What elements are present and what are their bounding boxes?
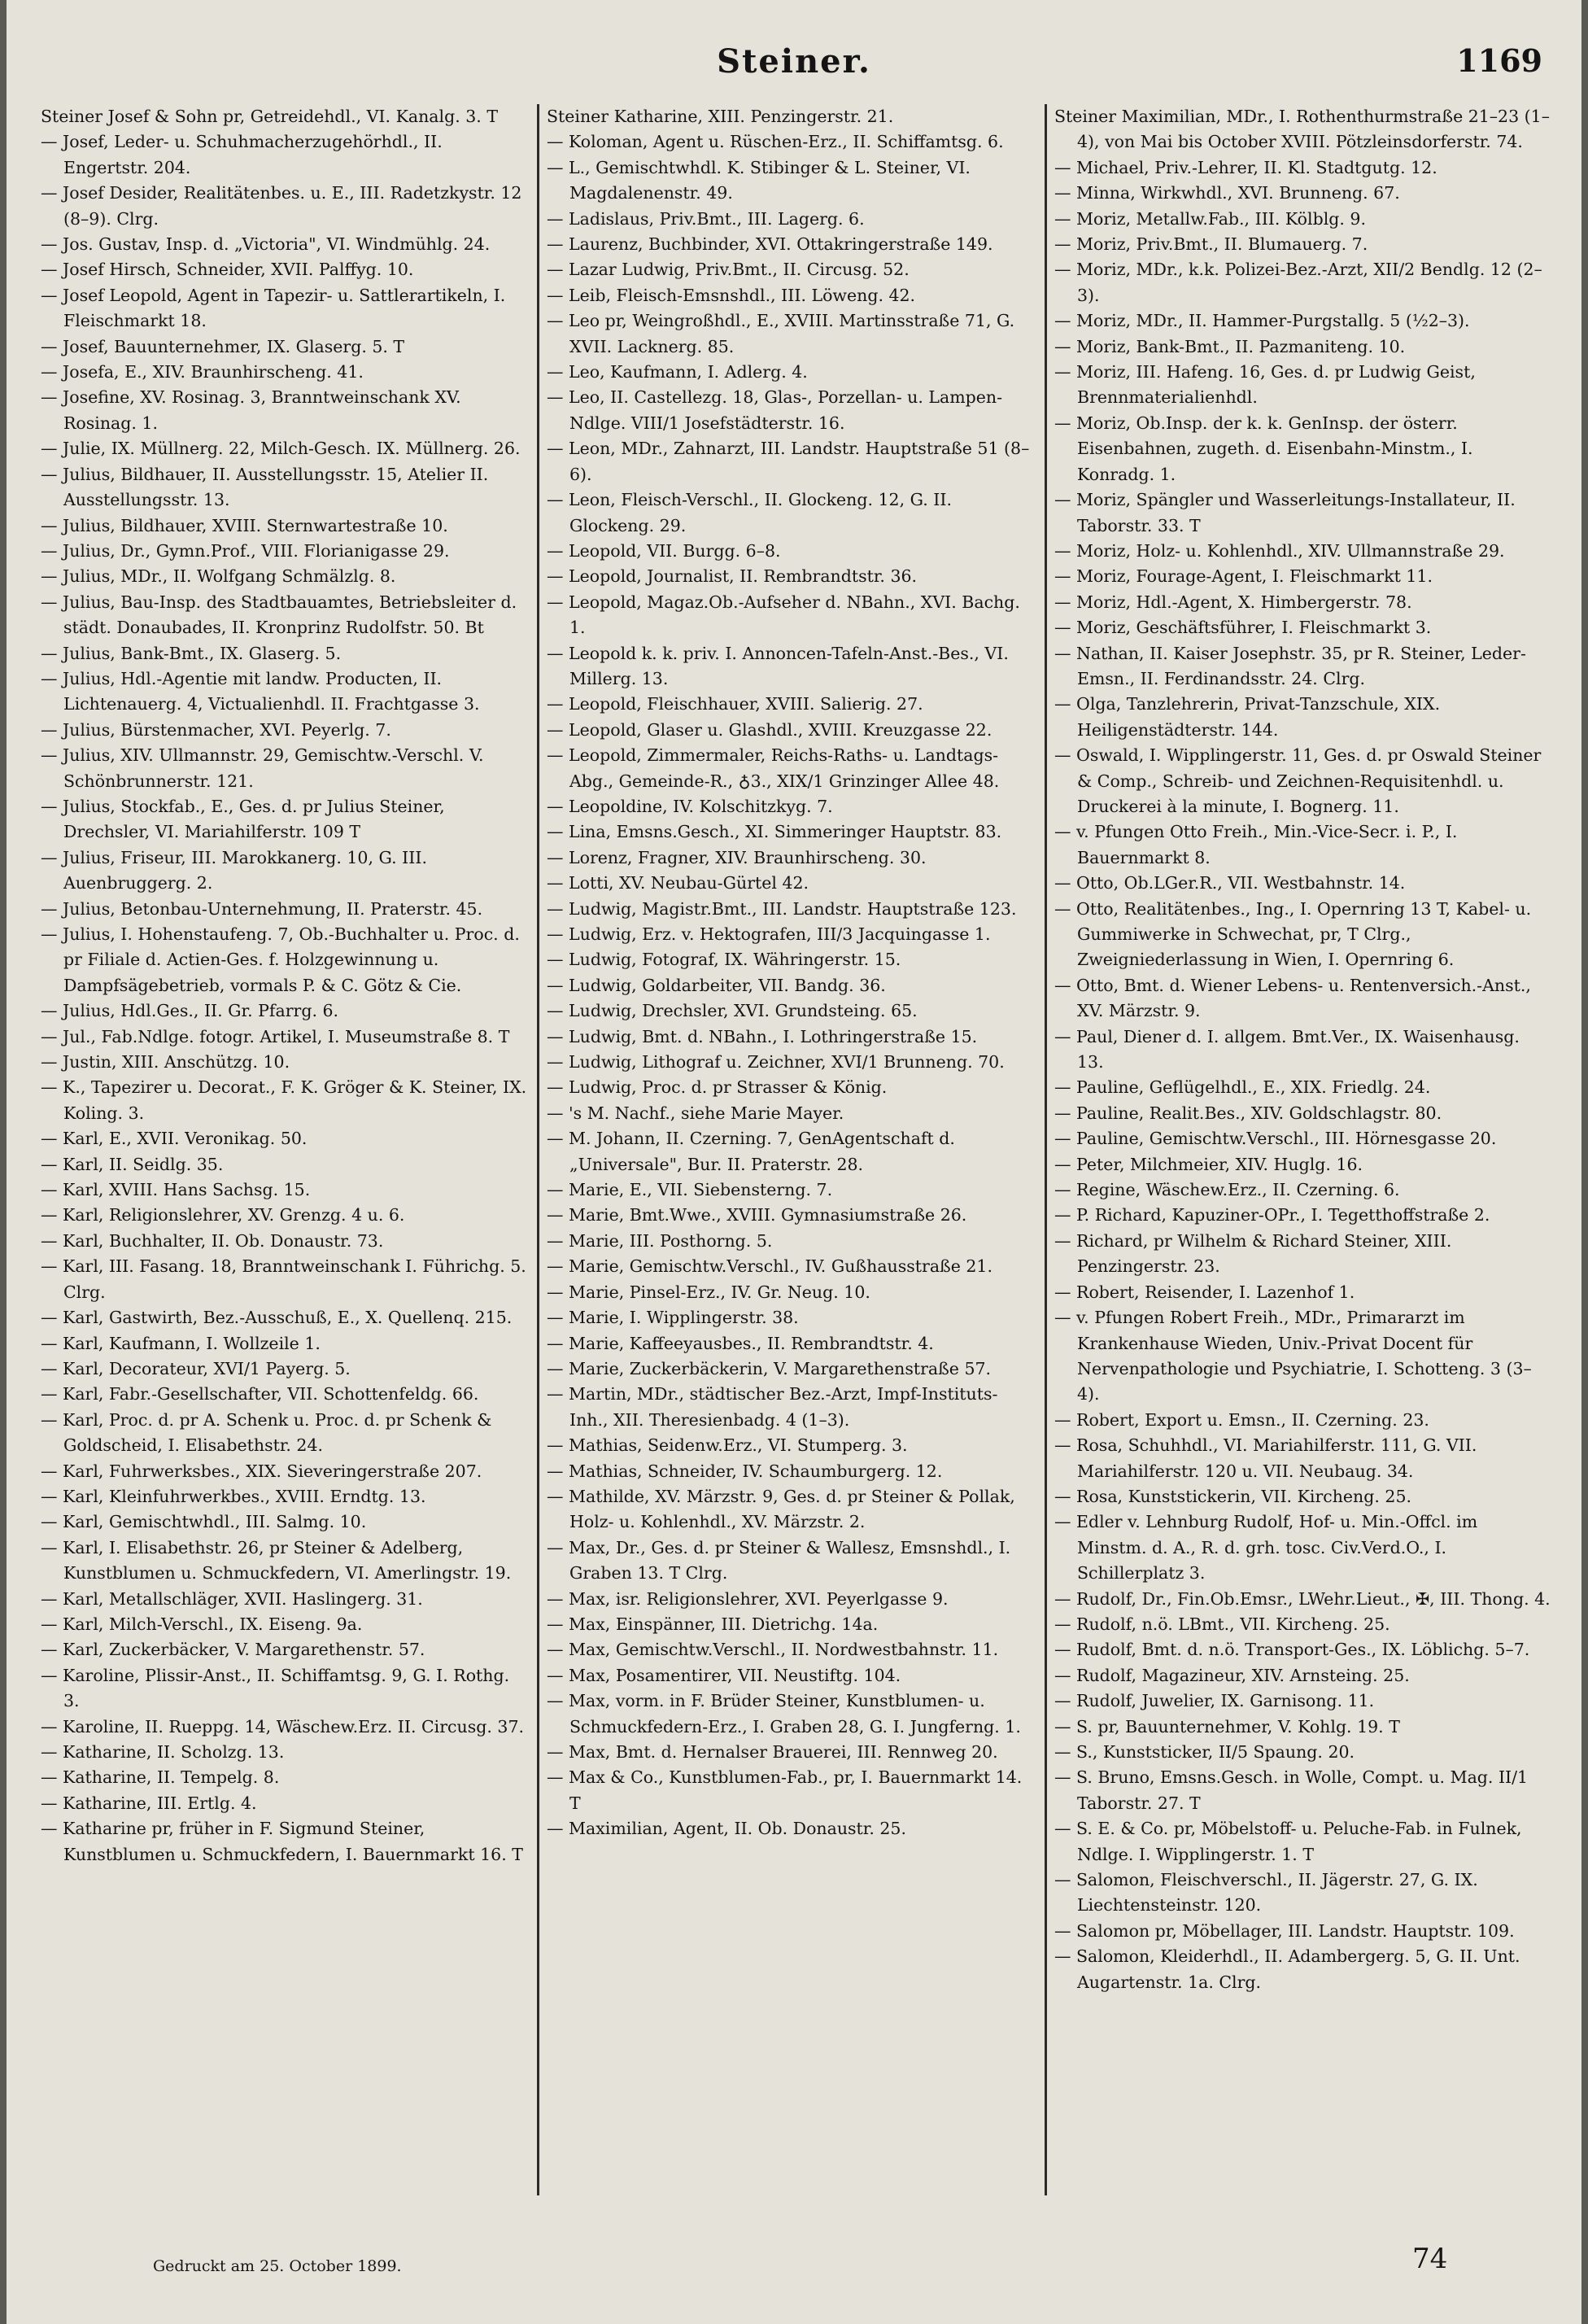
directory-entry: — Richard, pr Wilhelm & Richard Steiner, XIII. Penzingerstr. 23. <box>1054 1230 1452 1277</box>
directory-entry: — Karl, Zuckerbäcker, V. Margarethenstr. 57. <box>41 1640 425 1660</box>
directory-entry: — Martin, MDr., städtischer Bez.-Arzt, Impf-Instituts-Inh., XII. Theresienbadg. 4 (1–3). <box>547 1384 998 1430</box>
directory-entry: — Moriz, Holz- u. Kohlenhdl., XIV. Ullmannstraße 29. <box>1054 540 1505 561</box>
directory-entry: — Laurenz, Buchbinder, XVI. Ottakringerstraße 149. <box>547 234 993 255</box>
directory-entry: — Rudolf, Juwelier, IX. Garnisong. 11. <box>1054 1691 1375 1711</box>
directory-entry: — Marie, Pinsel-Erz., IV. Gr. Neug. 10. <box>547 1282 870 1302</box>
directory-entry: — Katharine, III. Ertlg. 4. <box>41 1793 257 1813</box>
directory-entry: — Lorenz, Fragner, XIV. Braunhirscheng. 30. <box>547 847 927 867</box>
directory-entry: — P. Richard, Kapuziner-OPr., I. Tegetthoffstraße 2. <box>1054 1205 1490 1225</box>
directory-entry: — Ludwig, Magistr.Bmt., III. Landstr. Hauptstraße 123. <box>547 898 1017 919</box>
directory-page <box>7 0 1581 2324</box>
directory-entry: — Karl, Decorateur, XVI/1 Payerg. 5. <box>41 1358 351 1378</box>
directory-entry: — Leopoldine, IV. Kolschitzkyg. 7. <box>547 796 833 816</box>
directory-entry: — Josef Desider, Realitätenbes. u. E., III. Radetzkystr. 12 (8–9). Clrg. <box>41 183 522 229</box>
directory-entry: — Mathias, Seidenw.Erz., VI. Stumperg. 3. <box>547 1435 908 1456</box>
directory-entry: — Pauline, Realit.Bes., XIV. Goldschlagstr. 80. <box>1054 1103 1442 1123</box>
directory-entry: — Ludwig, Goldarbeiter, VII. Bandg. 36. <box>547 975 886 995</box>
directory-entry: — Leopold, VII. Burgg. 6–8. <box>547 540 781 561</box>
directory-entry: — Julius, Bank-Bmt., IX. Glaserg. 5. <box>41 643 342 663</box>
directory-entry: — Pauline, Geflügelhdl., E., XIX. Friedlg. 24. <box>1054 1077 1431 1098</box>
directory-entry: — Moriz, Fourage-Agent, I. Fleischmarkt 11. <box>1054 566 1433 587</box>
directory-entry: — Katharine pr, früher in F. Sigmund Steiner, Kunstblumen u. Schmuckfedern, I. Bauernmarkt 16. T <box>41 1819 523 1864</box>
directory-entry: — Rosa, Schuhhdl., VI. Mariahilferstr. 111, G. VII. Mariahilferstr. 120 u. VII. Neubaug. 34. <box>1054 1435 1477 1481</box>
directory-entry: — Karl, I. Elisabethstr. 26, pr Steiner & Adelberg, Kunstblumen u. Schmuckfedern, VI. Amerlingstr. 19. <box>41 1537 512 1584</box>
directory-column-3 <box>1054 104 1551 2187</box>
directory-entry: — Edler v. Lehnburg Rudolf, Hof- u. Min.-Offcl. im Minstm. d. A., R. d. grh. tosc. Civ.Verd.O., I. Schillerplatz 3. <box>1054 1512 1478 1584</box>
directory-entry: — Julius, XIV. Ullmannstr. 29, Gemischtw.-Verschl. V. Schönbrunnerstr. 121. <box>41 745 484 791</box>
directory-entry: — Karl, III. Fasang. 18, Branntweinschank I. Führichg. 5. Clrg. <box>41 1256 526 1302</box>
directory-entry: — Minna, Wirkwhdl., XVI. Brunneng. 67. <box>1054 183 1400 203</box>
directory-entry: — Julius, Hdl.Ges., II. Gr. Pfarrg. 6. <box>41 1001 339 1021</box>
directory-entry: — Katharine, II. Scholzg. 13. <box>41 1742 285 1762</box>
directory-entry: — S. Bruno, Emsns.Gesch. in Wolle, Compt. u. Mag. II/1 Taborstr. 27. T <box>1054 1767 1529 1813</box>
directory-entry: — Karl, E., XVII. Veronikag. 50. <box>41 1129 308 1149</box>
directory-entry: — Lotti, XV. Neubau-Gürtel 42. <box>547 873 809 893</box>
directory-entry: — Robert, Export u. Emsn., II. Czerning. 23. <box>1054 1409 1429 1430</box>
directory-entry: — Justin, XIII. Anschützg. 10. <box>41 1052 290 1072</box>
directory-entry: — Max, Posamentirer, VII. Neustiftg. 104. <box>547 1665 901 1685</box>
directory-entry: — Max, isr. Religionslehrer, XVI. Peyerlgasse 9. <box>547 1588 949 1609</box>
directory-entry: — Katharine, II. Tempelg. 8. <box>41 1767 280 1788</box>
directory-entry: — Karl, Proc. d. pr A. Schenk u. Proc. d. pr Schenk & Goldscheid, I. Elisabethstr. 24. <box>41 1409 492 1456</box>
directory-entry: — Max, Gemischtw.Verschl., II. Nordwestbahnstr. 11. <box>547 1640 999 1660</box>
directory-entry: — Karl, Gemischtwhdl., III. Salmg. 10. <box>41 1512 367 1532</box>
directory-entry: — Paul, Diener d. I. allgem. Bmt.Ver., IX. Waisenhausg. 13. <box>1054 1026 1520 1072</box>
directory-entry: — Leib, Fleisch-Emsnshdl., III. Löweng. 42. <box>547 285 916 305</box>
directory-entry: Steiner Maximilian, MDr., I. Rothenthurmstraße 21–23 (1–4), von Mai bis October XVIII. Pötzleinsdorferstr. 74. <box>1054 107 1550 152</box>
directory-entry: — Marie, Zuckerbäckerin, V. Margarethenstraße 57. <box>547 1358 992 1378</box>
directory-entry: — Julius, Friseur, III. Marokkanerg. 10, G. III. Auenbruggerg. 2. <box>41 847 427 893</box>
directory-entry: — Leopold, Magaz.Ob.-Aufseher d. NBahn., XVI. Bachg. 1. <box>547 592 1020 638</box>
directory-entry: — Karl, Kaufmann, I. Wollzeile 1. <box>41 1333 321 1353</box>
directory-entry: — Max, Dr., Ges. d. pr Steiner & Wallesz, Emsnshdl., I. Graben 13. T Clrg. <box>547 1537 1011 1584</box>
directory-entry: — Leopold k. k. priv. I. Annoncen-Tafeln-Anst.-Bes., VI. Millerg. 13. <box>547 643 1009 688</box>
directory-entry: — Josef, Bauunternehmer, IX. Glaserg. 5. T <box>41 336 405 356</box>
directory-entry: — Julie, IX. Müllnerg. 22, Milch-Gesch. IX. Müllnerg. 26. <box>41 439 521 459</box>
directory-entry: — Ladislaus, Priv.Bmt., III. Lagerg. 6. <box>547 208 865 229</box>
directory-entry: — S. pr, Bauunternehmer, V. Kohlg. 19. T <box>1054 1716 1400 1736</box>
directory-entry: — Max & Co., Kunstblumen-Fab., pr, I. Bauernmarkt 14. T <box>547 1767 1023 1813</box>
directory-entry: — Koloman, Agent u. Rüschen-Erz., II. Schiffamtsg. 6. <box>547 132 1004 152</box>
directory-entry: — M. Johann, II. Czerning. 7, GenAgentschaft d. „Universale", Bur. II. Praterstr. 28. <box>547 1129 955 1174</box>
directory-entry: — Mathias, Schneider, IV. Schaumburgerg. 12. <box>547 1461 943 1481</box>
directory-entry: — Salomon, Kleiderhdl., II. Adambergerg. 5, G. II. Unt. Augartenstr. 1a. Clrg. <box>1054 1946 1520 1992</box>
directory-entry: — K., Tapezirer u. Decorat., F. K. Gröger & K. Steiner, IX. Koling. 3. <box>41 1077 527 1123</box>
directory-entry: — Marie, E., VII. Siebensterng. 7. <box>547 1180 833 1200</box>
directory-entry: — Karl, Kleinfuhrwerkbes., XVIII. Erndtg. 13. <box>41 1486 426 1506</box>
directory-entry: Steiner Katharine, XIII. Penzingerstr. 21. <box>547 107 894 126</box>
directory-entry: — Leon, Fleisch-Verschl., II. Glockeng. 12, G. II. Glockeng. 29. <box>547 490 953 535</box>
page-number: 1169 <box>1456 42 1542 79</box>
directory-entry: — 's M. Nachf., siehe Marie Mayer. <box>547 1103 844 1123</box>
directory-entry: — Julius, Bürstenmacher, XVI. Peyerlg. 7. <box>41 719 391 740</box>
directory-entry: — Max, Bmt. d. Hernalser Brauerei, III. Rennweg 20. <box>547 1742 998 1762</box>
directory-entry: — Regine, Wäschew.Erz., II. Czerning. 6. <box>1054 1180 1400 1200</box>
directory-entry: — Ludwig, Fotograf, IX. Währingerstr. 15. <box>547 950 901 970</box>
directory-entry: — Leo, Kaufmann, I. Adlerg. 4. <box>547 362 808 382</box>
directory-entry: — S., Kunststicker, II/5 Spaung. 20. <box>1054 1742 1355 1762</box>
directory-entry: — Max, vorm. in F. Brüder Steiner, Kunstblumen- u. Schmuckfedern-Erz., I. Graben 28, G. I. Jungferng. 1. <box>547 1691 1021 1736</box>
directory-entry: — Marie, I. Wipplingerstr. 38. <box>547 1308 799 1328</box>
directory-entry: — Karoline, II. Rueppg. 14, Wäschew.Erz. II. Circusg. 37. <box>41 1716 524 1736</box>
directory-entry: — Rudolf, Bmt. d. n.ö. Transport-Ges., IX. Löblichg. 5–7. <box>1054 1640 1530 1660</box>
directory-entry: — Michael, Priv.-Lehrer, II. Kl. Stadtgutg. 12. <box>1054 157 1437 177</box>
sheet-number: 74 <box>1412 2243 1448 2275</box>
directory-entry: — Olga, Tanzlehrerin, Privat-Tanzschule, XIX. Heiligenstädterstr. 144. <box>1054 694 1441 740</box>
directory-entry: — Moriz, Spängler und Wasserleitungs-Installateur, II. Taborstr. 33. T <box>1054 490 1516 535</box>
directory-entry: — Julius, MDr., II. Wolfgang Schmälzlg. 8. <box>41 566 396 587</box>
directory-entry: — Marie, Bmt.Wwe., XVIII. Gymnasiumstraße 26. <box>547 1205 967 1225</box>
directory-entry: — Marie, Kaffeeyausbes., II. Rembrandtstr. 4. <box>547 1333 934 1353</box>
directory-entry: — Josef, Leder- u. Schuhmacherzugehörhdl., II. Engertstr. 204. <box>41 132 443 177</box>
directory-entry: — Salomon, Fleischverschl., II. Jägerstr. 27, G. IX. Liechtensteinstr. 120. <box>1054 1870 1478 1916</box>
directory-entry: — Moriz, MDr., k.k. Polizei-Bez.-Arzt, XII/2 Bendlg. 12 (2–3). <box>1054 260 1542 305</box>
directory-entry: — Leo, II. Castellezg. 18, Glas-, Porzellan- u. Lampen-Ndlge. VIII/1 Josefstädterstr. 16. <box>547 387 1003 433</box>
directory-entry: — Maximilian, Agent, II. Ob. Donaustr. 25. <box>547 1819 906 1839</box>
directory-entry: — Rosa, Kunststickerin, VII. Kircheng. 25. <box>1054 1486 1412 1506</box>
directory-column-2 <box>547 104 1035 2187</box>
directory-entry: — Jul., Fab.Ndlge. fotogr. Artikel, I. Museumstraße 8. T <box>41 1026 510 1046</box>
directory-entry: — Leopold, Zimmermaler, Reichs-Raths- u. Landtags-Abg., Gemeinde-R., ♁3., XIX/1 Grinzinger Allee 48. <box>547 745 1000 791</box>
directory-entry: — Karl, Fabr.-Gesellschafter, VII. Schottenfeldg. 66. <box>41 1384 479 1404</box>
directory-entry: — Ludwig, Erz. v. Hektografen, III/3 Jacquingasse 1. <box>547 924 991 944</box>
directory-entry: — Julius, I. Hohenstaufeng. 7, Ob.-Buchhalter u. Proc. d. pr Filiale d. Actien-Ges. f. Holzgewinnung u. Dampfsägebetrieb, vormals P. & C. Götz & Cie. <box>41 924 520 995</box>
directory-entry: — Josef Leopold, Agent in Tapezir- u. Sattlerartikeln, I. Fleischmarkt 18. <box>41 285 506 331</box>
directory-entry: Steiner Josef & Sohn pr, Getreidehdl., VI. Kanalg. 3. T <box>41 107 498 126</box>
directory-entry: — L., Gemischtwhdl. K. Stibinger & L. Steiner, VI. Magdalenenstr. 49. <box>547 157 971 203</box>
directory-entry: — Marie, Gemischtw.Verschl., IV. Gußhausstraße 21. <box>547 1256 992 1277</box>
directory-entry: — Lina, Emsns.Gesch., XI. Simmeringer Hauptstr. 83. <box>547 822 1002 842</box>
directory-entry: — Josefine, XV. Rosinag. 3, Branntweinschank XV. Rosinag. 1. <box>41 387 461 433</box>
directory-entry: — Leon, MDr., Zahnarzt, III. Landstr. Hauptstraße 51 (8–6). <box>547 439 1030 484</box>
directory-entry: — Karl, Milch-Verschl., IX. Eiseng. 9a. <box>41 1614 363 1634</box>
directory-entry: — Karl, Buchhalter, II. Ob. Donaustr. 73. <box>41 1230 384 1251</box>
directory-entry: — Rudolf, Dr., Fin.Ob.Emsr., LWehr.Lieut., ✠, III. Thong. 4. <box>1054 1588 1551 1609</box>
directory-entry: — Salomon pr, Möbellager, III. Landstr. Hauptstr. 109. <box>1054 1920 1515 1941</box>
directory-entry: — Julius, Hdl.-Agentie mit landw. Producten, II. Lichtenauerg. 4, Victualienhdl. II. Frachtgasse 3. <box>41 668 480 714</box>
directory-entry: — Julius, Betonbau-Unternehmung, II. Praterstr. 45. <box>41 898 483 919</box>
directory-entry: — Karl, Metallschläger, XVII. Haslingerg. 31. <box>41 1588 423 1609</box>
directory-entry: — Moriz, Hdl.-Agent, X. Himbergerstr. 78. <box>1054 592 1412 612</box>
directory-entry: — Leo pr, Weingroßhdl., E., XVIII. Martinsstraße 71, G. XVII. Lacknerg. 85. <box>547 311 1015 356</box>
directory-entry: — Moriz, MDr., II. Hammer-Purgstallg. 5 (½2–3). <box>1054 311 1470 331</box>
directory-entry: — Moriz, Bank-Bmt., II. Pazmaniteng. 10. <box>1054 336 1406 356</box>
directory-entry: — Leopold, Journalist, II. Rembrandtstr. 36. <box>547 566 918 587</box>
directory-entry: — Otto, Realitätenbes., Ing., I. Opernring 13 T, Kabel- u. Gummiwerke in Schwechat, pr, T Clrg., Zweigniederlassung in Wien, I. Opernring 6. <box>1054 898 1532 970</box>
directory-entry: — v. Pfungen Otto Freih., Min.-Vice-Secr. i. P., I. Bauernmarkt 8. <box>1054 822 1458 867</box>
directory-entry: — Marie, III. Posthorng. 5. <box>547 1230 773 1251</box>
directory-entry: — Karoline, Plissir-Anst., II. Schiffamtsg. 9, G. I. Rothg. 3. <box>41 1665 510 1711</box>
directory-entry: — Moriz, Priv.Bmt., II. Blumauerg. 7. <box>1054 234 1368 255</box>
directory-entry: — Josef Hirsch, Schneider, XVII. Palffyg. 10. <box>41 260 414 280</box>
directory-entry: — S. E. & Co. pr, Möbelstoff- u. Peluche-Fab. in Fulnek, Ndlge. I. Wipplingerstr. 1. T <box>1054 1819 1522 1864</box>
directory-entry: — Lazar Ludwig, Priv.Bmt., II. Circusg. 52. <box>547 260 910 280</box>
print-date: Gedruckt am 25. October 1899. <box>153 2257 402 2275</box>
directory-entry: — Ludwig, Lithograf u. Zeichner, XVI/1 Brunneng. 70. <box>547 1052 1005 1072</box>
page-title: Steiner. <box>717 42 871 81</box>
directory-entry: — Karl, Gastwirth, Bez.-Ausschuß, E., X. Quellenq. 215. <box>41 1308 513 1328</box>
directory-entry: — Ludwig, Proc. d. pr Strasser & König. <box>547 1077 888 1098</box>
directory-entry: — Karl, XVIII. Hans Sachsg. 15. <box>41 1180 311 1200</box>
directory-entry: — Julius, Bildhauer, II. Ausstellungsstr. 15, Atelier II. Ausstellungsstr. 13. <box>41 464 489 510</box>
directory-entry: — Ludwig, Bmt. d. NBahn., I. Lothringerstraße 15. <box>547 1026 978 1046</box>
directory-entry: — Pauline, Gemischtw.Verschl., III. Hörnesgasse 20. <box>1054 1129 1497 1149</box>
directory-entry: — Julius, Bildhauer, XVIII. Sternwartestraße 10. <box>41 515 448 535</box>
directory-entry: — Julius, Stockfab., E., Ges. d. pr Julius Steiner, Drechsler, VI. Mariahilferstr. 109 T <box>41 796 445 842</box>
directory-entry: — Rudolf, Magazineur, XIV. Arnsteing. 25. <box>1054 1665 1410 1685</box>
directory-entry: — Otto, Bmt. d. Wiener Lebens- u. Rentenversich.-Anst., XV. Märzstr. 9. <box>1054 975 1531 1021</box>
directory-entry: — Robert, Reisender, I. Lazenhof 1. <box>1054 1282 1355 1302</box>
directory-entry: — Leopold, Glaser u. Glashdl., XVIII. Kreuzgasse 22. <box>547 719 992 740</box>
directory-entry: — Julius, Bau-Insp. des Stadtbauamtes, Betriebsleiter d. städt. Donaubades, II. Kronprinz Rudolfstr. 50. Bt <box>41 592 517 638</box>
directory-entry: — Moriz, Metallw.Fab., III. Kölblg. 9. <box>1054 208 1366 229</box>
directory-entry: — Oswald, I. Wipplingerstr. 11, Ges. d. pr Oswald Steiner & Comp., Schreib- und Zeichnen-Requisitenhdl. u. Druckerei à la minute, I. Bognerg. 11. <box>1054 745 1542 816</box>
directory-entry: — Moriz, Geschäftsführer, I. Fleischmarkt 3. <box>1054 618 1432 638</box>
directory-entry: — Otto, Ob.LGer.R., VII. Westbahnstr. 14. <box>1054 873 1406 893</box>
directory-entry: — Nathan, II. Kaiser Josephstr. 35, pr R. Steiner, Leder-Emsn., II. Ferdinandsstr. 24. Clrg. <box>1054 643 1526 688</box>
directory-entry: — Max, Einspänner, III. Dietrichg. 14a. <box>547 1614 879 1634</box>
directory-entry: — Karl, Fuhrwerksbes., XIX. Sieveringerstraße 207. <box>41 1461 482 1481</box>
directory-entry: — Leopold, Fleischhauer, XVIII. Salierig. 27. <box>547 694 923 714</box>
directory-column-1 <box>41 104 529 2187</box>
directory-entry: — Karl, Religionslehrer, XV. Grenzg. 4 u. 6. <box>41 1205 405 1225</box>
directory-entry: — Jos. Gustav, Insp. d. „Victoria", VI. Windmühlg. 24. <box>41 234 491 255</box>
column-divider <box>537 104 539 2195</box>
directory-entry: — Peter, Milchmeier, XIV. Huglg. 16. <box>1054 1154 1363 1174</box>
directory-entry: — v. Pfungen Robert Freih., MDr., Primararzt im Krankenhause Wieden, Univ.-Privat Docent für Nervenpathologie und Psychiatrie, I. Schotteng. 3 (3–4). <box>1054 1308 1532 1404</box>
directory-entry: — Mathilde, XV. Märzstr. 9, Ges. d. pr Steiner & Pollak, Holz- u. Kohlenhdl., XV. Märzstr. 2. <box>547 1486 1015 1532</box>
directory-entry: — Moriz, Ob.Insp. der k. k. GenInsp. der österr. Eisenbahnen, zugeth. d. Eisenbahn-Minstm., I. Konradg. 1. <box>1054 413 1473 484</box>
directory-entry: — Moriz, III. Hafeng. 16, Ges. d. pr Ludwig Geist, Brennmaterialienhdl. <box>1054 362 1476 408</box>
directory-entry: — Ludwig, Drechsler, XVI. Grundsteing. 65. <box>547 1001 918 1021</box>
column-divider <box>1045 104 1047 2195</box>
directory-entry: — Karl, II. Seidlg. 35. <box>41 1154 224 1174</box>
directory-entry: — Josefa, E., XIV. Braunhirscheng. 41. <box>41 362 364 382</box>
directory-entry: — Rudolf, n.ö. LBmt., VII. Kircheng. 25. <box>1054 1614 1390 1634</box>
directory-entry: — Julius, Dr., Gymn.Prof., VIII. Florianigasse 29. <box>41 540 450 561</box>
